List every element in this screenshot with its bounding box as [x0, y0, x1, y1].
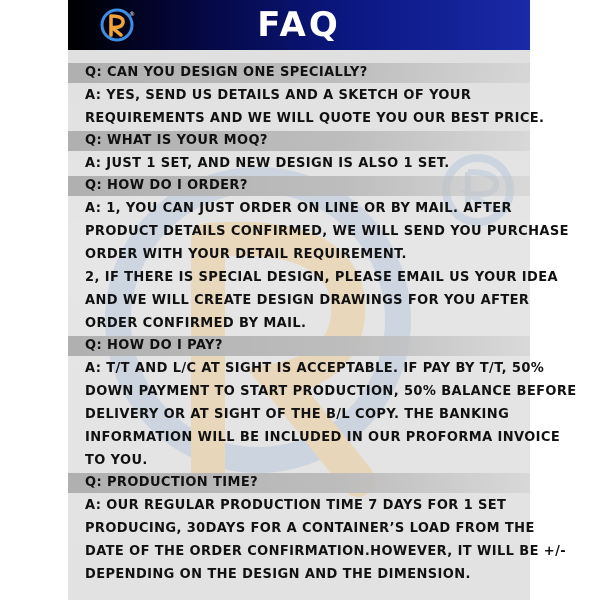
faq-answer — [68, 151, 530, 176]
faq-answer-line: A: 1, YOU CAN JUST ORDER ON LINE OR BY MAIL. AFTER — [85, 201, 512, 216]
faq-answer-line: 2, IF THERE IS SPECIAL DESIGN, PLEASE EMAIL US YOUR IDEA — [85, 270, 558, 285]
faq-answer-line: DOWN PAYMENT TO START PRODUCTION, 50% BALANCE BEFORE — [85, 384, 577, 399]
faq-answer — [68, 493, 567, 587]
faq-question: Q: PRODUCTION TIME? — [68, 473, 530, 493]
faq-answer-line: PRODUCT DETAILS CONFIRMED, WE WILL SEND YOU PURCHASE — [85, 224, 569, 239]
faq-answer — [68, 196, 569, 336]
faq-answer-line: TO YOU. — [85, 453, 148, 468]
faq-list — [68, 63, 577, 587]
faq-answer-line: ORDER CONFIRMED BY MAIL. — [85, 316, 307, 331]
faq-answer-line: AND WE WILL CREATE DESIGN DRAWINGS FOR YOU AFTER — [85, 293, 530, 308]
faq-question: Q: CAN YOU DESIGN ONE SPECIALLY? — [68, 63, 530, 83]
svg-text:®: ® — [129, 11, 135, 18]
faq-question: Q: HOW DO I ORDER? — [68, 176, 530, 196]
faq-answer-line: DELIVERY OR AT SIGHT OF THE B/L COPY. THE BANKING — [85, 407, 510, 422]
faq-answer-line: REQUIREMENTS AND WE WILL QUOTE YOU OUR BEST PRICE. — [85, 111, 545, 126]
faq-answer-line: A: OUR REGULAR PRODUCTION TIME 7 DAYS FOR 1 SET — [85, 498, 507, 513]
faq-answer-line: DATE OF THE ORDER CONFIRMATION.HOWEVER, IT WILL BE +/- — [85, 544, 567, 559]
faq-answer-line: A: JUST 1 SET, AND NEW DESIGN IS ALSO 1 SET. — [85, 156, 450, 171]
faq-answer-line: A: T/T AND L/C AT SIGHT IS ACCEPTABLE. IF PAY BY T/T, 50% — [85, 361, 545, 376]
faq-answer — [68, 356, 577, 473]
faq-answer-line: A: YES, SEND US DETAILS AND A SKETCH OF YOUR — [85, 88, 472, 103]
faq-answer-line: DEPENDING ON THE DESIGN AND THE DIMENSION. — [85, 567, 471, 582]
page-title: FAQ — [257, 5, 341, 45]
faq-answer-line: INFORMATION WILL BE INCLUDED IN OUR PROFORMA INVOICE — [85, 430, 561, 445]
header-bar — [68, 0, 530, 50]
faq-answer — [68, 83, 545, 131]
faq-answer-line: ORDER WITH YOUR DETAIL REQUIREMENT. — [85, 247, 407, 262]
faq-question: Q: WHAT IS YOUR MOQ? — [68, 131, 530, 151]
faq-answer-line: PRODUCING, 30DAYS FOR A CONTAINER’S LOAD FROM THE — [85, 521, 535, 536]
faq-question: Q: HOW DO I PAY? — [68, 336, 530, 356]
faq-panel — [68, 0, 577, 600]
